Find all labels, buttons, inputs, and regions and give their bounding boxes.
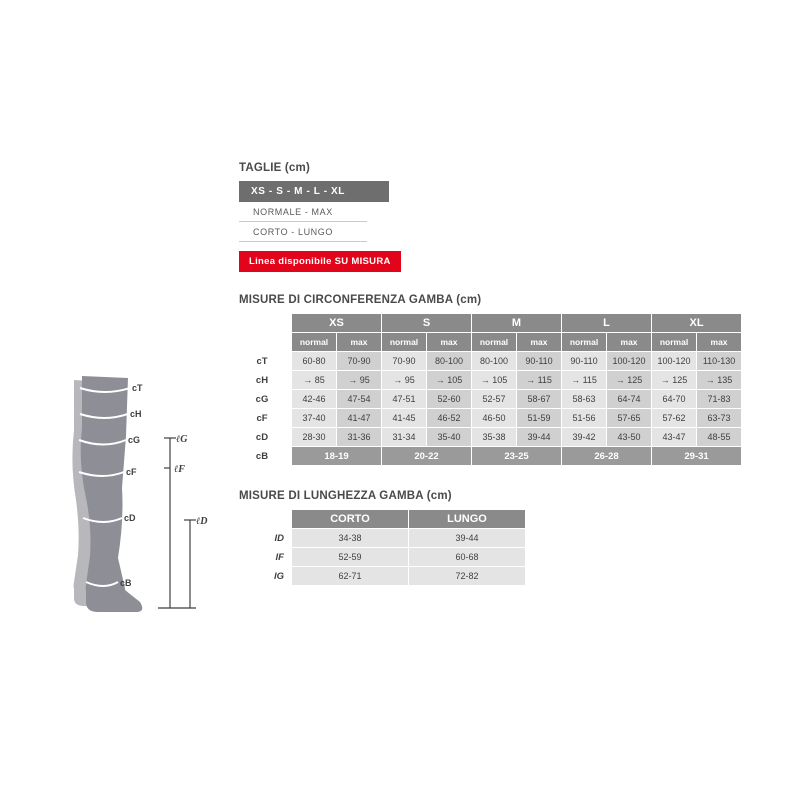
- circumference-title: MISURE DI CIRCONFERENZA GAMBA (cm): [239, 294, 482, 306]
- diagram-label-cB: cB: [120, 578, 132, 588]
- subheader-l-normal: normal: [562, 333, 607, 352]
- table-row: [240, 428, 742, 447]
- subheader-xs-max: max: [337, 333, 382, 352]
- leg-diagram: [60, 370, 230, 630]
- cell-cF-s-normal: 41-45: [382, 409, 427, 428]
- sizes-line-normale-max: NORMALE - MAX: [239, 202, 367, 222]
- subheader-l-max: max: [607, 333, 652, 352]
- header-size-s: S: [382, 314, 472, 333]
- row-label-cF: cF: [240, 409, 292, 428]
- cell-cB-s: 20-22: [382, 447, 472, 466]
- diagram-label-cF: cF: [126, 467, 137, 477]
- table-row: [240, 390, 742, 409]
- cell-lF-lungo: 60-68: [409, 548, 526, 567]
- cell-cF-l-normal: 51-56: [562, 409, 607, 428]
- cell-cG-m-normal: 52-57: [472, 390, 517, 409]
- cell-cF-m-max: 51-59: [517, 409, 562, 428]
- row-label-lG: lG: [240, 567, 292, 586]
- cell-cF-s-max: 46-52: [427, 409, 472, 428]
- sizes-line-corto-lungo: CORTO - LUNGO: [239, 222, 367, 242]
- header-size-m: M: [472, 314, 562, 333]
- row-label-lF: lF: [240, 548, 292, 567]
- cell-cT-l-normal: 90-110: [562, 352, 607, 371]
- sizes-bar: XS - S - M - L - XL: [239, 181, 389, 202]
- cell-cG-l-max: 64-74: [607, 390, 652, 409]
- table-row: [240, 567, 526, 586]
- diagram-label-cD: cD: [124, 513, 136, 523]
- header-lungo: LUNGO: [409, 510, 526, 529]
- table-row: [240, 371, 742, 390]
- row-label-cT: cT: [240, 352, 292, 371]
- front-foot-shape: [86, 584, 142, 612]
- length-table: [239, 509, 526, 586]
- cell-cH-xl-normal: → 125: [652, 371, 697, 390]
- row-label-cG: cG: [240, 390, 292, 409]
- cell-cD-m-max: 39-44: [517, 428, 562, 447]
- cell-cG-s-max: 52-60: [427, 390, 472, 409]
- cell-cD-l-normal: 39-42: [562, 428, 607, 447]
- corner-cell-2: [240, 333, 292, 352]
- table-row-length-headers: [240, 510, 526, 529]
- cell-cT-xs-max: 70-90: [337, 352, 382, 371]
- table-row: [240, 529, 526, 548]
- subheader-m-max: max: [517, 333, 562, 352]
- cell-lF-corto: 52-59: [292, 548, 409, 567]
- subheader-m-normal: normal: [472, 333, 517, 352]
- cell-cD-xs-normal: 28-30: [292, 428, 337, 447]
- cell-lG-lungo: 72-82: [409, 567, 526, 586]
- cell-cH-l-max: → 125: [607, 371, 652, 390]
- cell-cB-l: 26-28: [562, 447, 652, 466]
- cell-cF-xs-max: 41-47: [337, 409, 382, 428]
- subheader-xl-max: max: [697, 333, 742, 352]
- row-label-cD: cD: [240, 428, 292, 447]
- cell-cT-m-normal: 80-100: [472, 352, 517, 371]
- cell-cT-l-max: 100-120: [607, 352, 652, 371]
- cell-cT-m-max: 90-110: [517, 352, 562, 371]
- cell-cD-xl-normal: 43-47: [652, 428, 697, 447]
- cell-cF-xl-normal: 57-62: [652, 409, 697, 428]
- cell-cD-s-max: 35-40: [427, 428, 472, 447]
- cell-lG-corto: 62-71: [292, 567, 409, 586]
- cell-cD-l-max: 43-50: [607, 428, 652, 447]
- cell-cH-xs-normal: → 85: [292, 371, 337, 390]
- cell-cB-xs: 18-19: [292, 447, 382, 466]
- diagram-label-cG: cG: [128, 435, 141, 445]
- cell-cH-xl-max: → 135: [697, 371, 742, 390]
- cell-cG-l-normal: 58-63: [562, 390, 607, 409]
- corner-cell: [240, 314, 292, 333]
- length-section: [239, 490, 739, 586]
- cell-cG-m-max: 58-67: [517, 390, 562, 409]
- table-row-cB: [240, 447, 742, 466]
- table-row-size-headers: [240, 314, 742, 333]
- cell-cD-m-normal: 35-38: [472, 428, 517, 447]
- circumference-table: [239, 313, 742, 466]
- cell-cG-xs-max: 47-54: [337, 390, 382, 409]
- cell-cF-xs-normal: 37-40: [292, 409, 337, 428]
- cell-cT-s-max: 80-100: [427, 352, 472, 371]
- cell-cD-s-normal: 31-34: [382, 428, 427, 447]
- cell-cF-l-max: 57-65: [607, 409, 652, 428]
- cell-cB-xl: 29-31: [652, 447, 742, 466]
- diagram-label-cH: cH: [130, 409, 142, 419]
- subheader-s-normal: normal: [382, 333, 427, 352]
- header-size-xl: XL: [652, 314, 742, 333]
- cell-cH-s-normal: → 95: [382, 371, 427, 390]
- cell-cH-m-max: → 115: [517, 371, 562, 390]
- cell-cB-m: 23-25: [472, 447, 562, 466]
- circumference-section: [239, 294, 739, 466]
- su-misura-badge: Linea disponibile SU MISURA: [239, 251, 401, 272]
- cell-lD-lungo: 39-44: [409, 529, 526, 548]
- row-label-cB: cB: [240, 447, 292, 466]
- subheader-s-max: max: [427, 333, 472, 352]
- cell-cH-m-normal: → 105: [472, 371, 517, 390]
- diagram-label-lG: ℓG: [176, 434, 188, 445]
- length-title: MISURE DI LUNGHEZZA GAMBA (cm): [239, 490, 452, 502]
- cell-cG-xs-normal: 42-46: [292, 390, 337, 409]
- cell-cG-xl-max: 71-83: [697, 390, 742, 409]
- table-row-sub-headers: [240, 333, 742, 352]
- diagram-label-cT: cT: [132, 383, 143, 393]
- table-row: [240, 548, 526, 567]
- cell-cF-xl-max: 63-73: [697, 409, 742, 428]
- cell-cD-xs-max: 31-36: [337, 428, 382, 447]
- cell-cH-s-max: → 105: [427, 371, 472, 390]
- diagram-label-lD: ℓD: [196, 516, 208, 527]
- subheader-xs-normal: normal: [292, 333, 337, 352]
- row-label-cH: cH: [240, 371, 292, 390]
- corner-cell-3: [240, 510, 292, 529]
- content-column: [239, 162, 739, 586]
- cell-cG-xl-normal: 64-70: [652, 390, 697, 409]
- cell-cH-l-normal: → 115: [562, 371, 607, 390]
- cell-cH-xs-max: → 95: [337, 371, 382, 390]
- table-row: [240, 352, 742, 371]
- table-row: [240, 409, 742, 428]
- sizes-title: TAGLIE (cm): [239, 162, 310, 174]
- row-label-lD: lD: [240, 529, 292, 548]
- header-size-xs: XS: [292, 314, 382, 333]
- diagram-label-lF: ℓF: [174, 464, 185, 475]
- cell-lD-corto: 34-38: [292, 529, 409, 548]
- header-size-l: L: [562, 314, 652, 333]
- cell-cG-s-normal: 47-51: [382, 390, 427, 409]
- cell-cD-xl-max: 48-55: [697, 428, 742, 447]
- header-corto: CORTO: [292, 510, 409, 529]
- cell-cF-m-normal: 46-50: [472, 409, 517, 428]
- subheader-xl-normal: normal: [652, 333, 697, 352]
- cell-cT-xs-normal: 60-80: [292, 352, 337, 371]
- cell-cT-xl-normal: 100-120: [652, 352, 697, 371]
- cell-cT-s-normal: 70-90: [382, 352, 427, 371]
- leg-diagram-svg: [60, 370, 230, 630]
- cell-cT-xl-max: 110-130: [697, 352, 742, 371]
